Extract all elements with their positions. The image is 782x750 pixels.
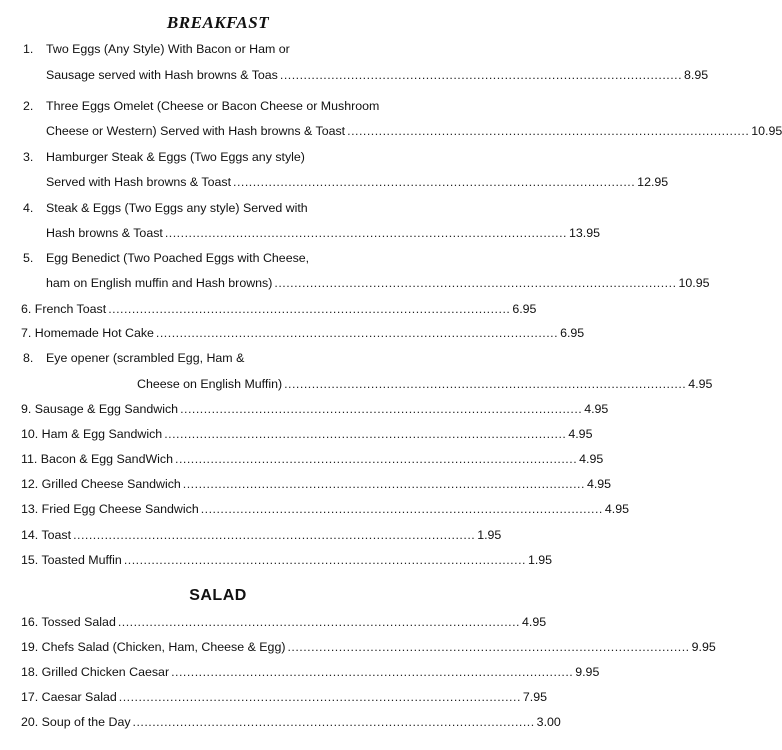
menu-item-line (0, 66, 709, 84)
menu-item-line (0, 500, 629, 518)
item-description: Hash browns & Toast (46, 226, 163, 240)
menu-item-line (0, 551, 553, 569)
menu-item-line (0, 688, 548, 706)
item-description: Sausage served with Hash browns & Toas (46, 68, 278, 82)
item-number: 5. (23, 251, 34, 265)
item-description: Three Eggs Omelet (Cheese or Bacon Cheese or Mushroom (46, 99, 380, 113)
item-price: 6.95 (512, 302, 537, 316)
item-price: 4.95 (604, 502, 629, 516)
menu-item-line (0, 400, 609, 418)
item-price: 12.95 (637, 175, 669, 189)
item-price: 10.95 (751, 124, 782, 138)
dot-leader: ...................................................................................................... (117, 615, 520, 629)
item-name: 18. Grilled Chicken Caesar (21, 665, 170, 679)
item-description: Eye opener (scrambled Egg, Ham & (46, 351, 245, 365)
dot-leader: ...................................................................................................... (118, 690, 521, 704)
menu-item-line (0, 349, 436, 367)
menu-item-line (0, 425, 593, 443)
dot-leader: ...................................................................................................... (233, 175, 636, 189)
menu-item-line (0, 324, 585, 342)
menu-item-line (0, 249, 436, 267)
dot-leader: ...................................................................................................... (287, 640, 690, 654)
menu-item-line (0, 475, 612, 493)
item-name: 20. Soup of the Day (21, 715, 131, 729)
item-description: ham on English muffin and Hash browns) (46, 276, 273, 290)
menu-item-line (0, 375, 713, 393)
item-number: 8. (23, 351, 34, 365)
item-number: 4. (23, 201, 34, 215)
menu-item-line (0, 663, 600, 681)
item-price: 9.95 (575, 665, 600, 679)
item-price: 4.95 (521, 615, 547, 629)
item-name: 9. Sausage & Egg Sandwich (21, 402, 179, 416)
dot-leader: ...................................................................................................... (347, 124, 750, 138)
item-price: 8.95 (684, 68, 709, 82)
menu-item-line (0, 97, 436, 115)
menu-item-line (0, 450, 604, 468)
item-price: 9.95 (691, 640, 716, 654)
dot-leader: ...................................................................................................... (171, 665, 574, 679)
dot-leader: ...................................................................................................... (164, 226, 567, 240)
item-price: 4.95 (586, 477, 612, 491)
item-price: 4.95 (688, 377, 713, 391)
menu-item-line (0, 713, 561, 731)
breakfast-section-title: BREAKFAST (166, 13, 270, 32)
item-number: 1. (23, 42, 34, 56)
dot-leader: ...................................................................................................... (200, 502, 603, 516)
item-name: 14. Toast (21, 528, 72, 542)
dot-leader: ...................................................................................................... (182, 477, 585, 491)
item-description: Cheese or Western) Served with Hash browns & Toast (46, 124, 346, 138)
item-name: 19. Chefs Salad (Chicken, Ham, Cheese & Egg) (21, 640, 286, 654)
item-price: 7.95 (522, 690, 548, 704)
item-description: Steak & Eggs (Two Eggs any style) Served with (46, 201, 308, 215)
item-price: 6.95 (560, 326, 585, 340)
item-price: 1.95 (527, 553, 553, 567)
item-description: Hamburger Steak & Eggs (Two Eggs any style) (46, 150, 305, 164)
menu-item-line (0, 173, 669, 191)
menu-item-line (0, 148, 436, 166)
salad-section-title: SALAD (189, 587, 247, 604)
dot-leader: ...................................................................................................... (123, 553, 526, 567)
menu-item-line (0, 224, 601, 242)
item-name: 10. Ham & Egg Sandwich (21, 427, 163, 441)
menu-item-line (0, 300, 537, 318)
item-price: 4.95 (579, 452, 604, 466)
dot-leader: ...................................................................................................... (108, 302, 511, 316)
item-name: 15. Toasted Muffin (21, 553, 122, 567)
dot-leader: ...................................................................................................... (73, 528, 476, 542)
menu-item-line (0, 40, 436, 58)
item-description: Two Eggs (Any Style) With Bacon or Ham or (46, 42, 290, 56)
item-name: 13. Fried Egg Cheese Sandwich (21, 502, 199, 516)
menu-item-line (0, 526, 502, 544)
item-name: 12. Grilled Cheese Sandwich (21, 477, 181, 491)
item-price: 4.95 (568, 427, 593, 441)
item-name: 11. Bacon & Egg SandWich (21, 452, 173, 466)
dot-leader: ...................................................................................................... (132, 715, 535, 729)
item-description: Egg Benedict (Two Poached Eggs with Cheese, (46, 251, 310, 265)
dot-leader: ...................................................................................................... (284, 377, 687, 391)
menu-item-line (0, 199, 436, 217)
item-name: 7. Homemade Hot Cake (21, 326, 154, 340)
menu-item-line (0, 613, 547, 631)
item-price: 4.95 (584, 402, 609, 416)
dot-leader: ...................................................................................................... (279, 68, 683, 82)
dot-leader: ...................................................................................................... (274, 276, 677, 290)
item-price: 10.95 (678, 276, 710, 290)
menu-item-line (0, 638, 716, 656)
item-name: 16. Tossed Salad (21, 615, 116, 629)
dot-leader: ...................................................................................................... (155, 326, 559, 340)
menu-item-line (0, 274, 710, 292)
dot-leader: ...................................................................................................... (175, 452, 578, 466)
item-price: 13.95 (569, 226, 601, 240)
dot-leader: ...................................................................................................... (164, 427, 567, 441)
item-price: 3.00 (536, 715, 561, 729)
item-name: 6. French Toast (21, 302, 107, 316)
item-number: 2. (23, 99, 34, 113)
dot-leader: ...................................................................................................... (180, 402, 583, 416)
item-name: 17. Caesar Salad (21, 690, 117, 704)
item-description: Cheese on English Muffin) (137, 377, 283, 391)
menu-item-line (0, 122, 782, 140)
item-description: Served with Hash browns & Toast (46, 175, 232, 189)
item-number: 3. (23, 150, 34, 164)
item-price: 1.95 (477, 528, 502, 542)
